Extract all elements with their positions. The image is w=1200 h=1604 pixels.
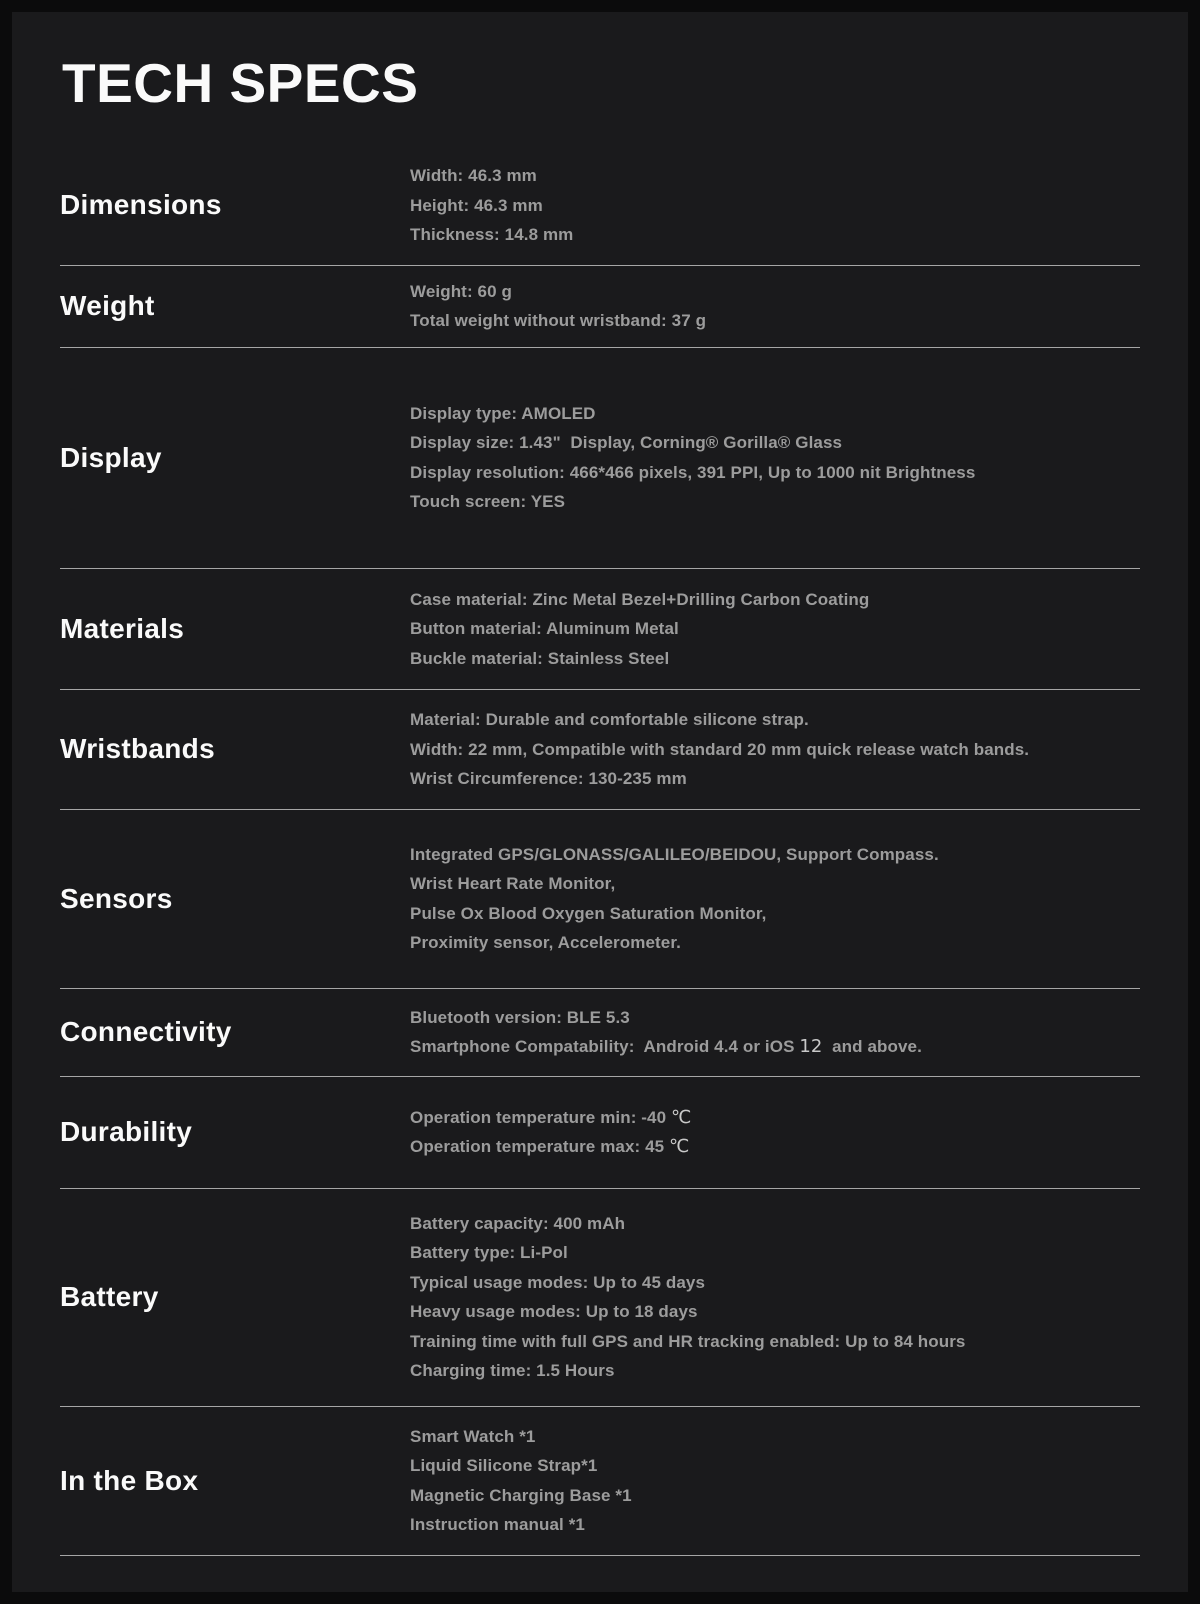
spec-section-row xyxy=(60,266,1140,348)
spec-line xyxy=(410,1132,1140,1162)
spec-section-row xyxy=(60,146,1140,266)
spec-line: Heavy usage modes: Up to 18 days xyxy=(410,1302,698,1321)
spec-section-row xyxy=(60,810,1140,989)
spec-section-label: Weight xyxy=(60,290,155,321)
spec-line: Wrist Circumference: 130-235 mm xyxy=(410,769,687,788)
spec-line: Width: 22 mm, Compatible with standard 20 mm quick release watch bands. xyxy=(410,739,1030,759)
spec-section-values xyxy=(410,399,1140,517)
spec-section-label: Dimensions xyxy=(60,189,222,221)
spec-line: Bluetooth version: BLE 5.3 xyxy=(410,1007,630,1027)
spec-line: Battery capacity: 400 mAh xyxy=(410,1213,626,1233)
spec-line-alt-text: ℃ xyxy=(671,1106,692,1128)
spec-line: Typical usage modes: Up to 45 days xyxy=(410,1272,706,1292)
spec-line: Display type: AMOLED xyxy=(410,403,596,423)
spec-section-row xyxy=(60,690,1140,810)
page-title: TECH SPECS xyxy=(62,52,419,114)
spec-line: Battery type: Li-Pol xyxy=(410,1243,568,1262)
spec-section-values xyxy=(410,161,1140,250)
spec-line xyxy=(410,1032,1140,1062)
spec-line: Charging time: 1.5 Hours xyxy=(410,1361,615,1380)
spec-section-values xyxy=(410,1103,1140,1162)
spec-section-label: Battery xyxy=(60,1281,159,1312)
spec-line: Total weight without wristband: 37 g xyxy=(410,311,707,330)
spec-line: Thickness: 14.8 mm xyxy=(410,225,574,244)
spec-section-values xyxy=(410,1209,1140,1386)
spec-line: Button material: Aluminum Metal xyxy=(410,619,679,638)
spec-section-values xyxy=(410,1422,1140,1540)
spec-section-label: Materials xyxy=(60,612,185,644)
spec-sections xyxy=(60,146,1140,1556)
spec-line: Training time with full GPS and HR tracking enabled: Up to 84 hours xyxy=(410,1331,966,1351)
spec-line: Weight: 60 g xyxy=(410,281,512,301)
spec-line-text: Operation temperature max: 45 xyxy=(410,1137,670,1156)
spec-section-label: Wristbands xyxy=(60,733,215,765)
spec-line: Wrist Heart Rate Monitor, xyxy=(410,874,616,893)
spec-line: Display resolution: 466*466 pixels, 391 PPI, Up to 1000 nit Brightness xyxy=(410,462,976,482)
spec-line: Integrated GPS/GLONASS/GALILEO/BEIDOU, Support Compass. xyxy=(410,844,939,864)
spec-section-row xyxy=(60,1407,1140,1556)
spec-line: Width: 46.3 mm xyxy=(410,166,537,185)
spec-line xyxy=(410,1103,1140,1133)
spec-section-values xyxy=(410,840,1140,958)
spec-section-label: Durability xyxy=(60,1116,193,1147)
spec-line: Instruction manual *1 xyxy=(410,1515,585,1534)
spec-section-row xyxy=(60,569,1140,691)
spec-line: Pulse Ox Blood Oxygen Saturation Monitor, xyxy=(410,903,767,923)
spec-section-row xyxy=(60,1189,1140,1407)
spec-line: Display size: 1.43" Display, Corning® Gorilla® Glass xyxy=(410,433,843,452)
spec-line: Touch screen: YES xyxy=(410,492,566,511)
spec-line: Case material: Zinc Metal Bezel+Drilling Carbon Coating xyxy=(410,589,870,609)
spec-section-label: Connectivity xyxy=(60,1016,232,1047)
spec-line: Buckle material: Stainless Steel xyxy=(410,648,670,668)
spec-section-label: In the Box xyxy=(60,1464,199,1496)
spec-line: Proximity sensor, Accelerometer. xyxy=(410,933,681,952)
spec-line: Liquid Silicone Strap*1 xyxy=(410,1456,598,1475)
spec-line-text: and above. xyxy=(822,1037,922,1056)
spec-section-row xyxy=(60,348,1140,569)
spec-sheet-content xyxy=(12,12,1188,1556)
spec-section-values xyxy=(410,277,1140,336)
spec-line: Smart Watch *1 xyxy=(410,1426,536,1446)
spec-line-alt-text: ℃ xyxy=(669,1136,690,1157)
spec-section-label: Display xyxy=(60,441,162,473)
spec-sheet-panel xyxy=(12,12,1188,1592)
spec-section-row xyxy=(60,989,1140,1077)
spec-line-text: Smartphone Compatability: Android 4.4 or iOS xyxy=(410,1037,800,1056)
spec-line: Magnetic Charging Base *1 xyxy=(410,1485,632,1505)
spec-line: Height: 46.3 mm xyxy=(410,195,543,215)
spec-section-label: Sensors xyxy=(60,882,173,914)
spec-line-text: Operation temperature min: -40 xyxy=(410,1107,671,1127)
spec-section-row xyxy=(60,1077,1140,1189)
spec-section-values xyxy=(410,1003,1140,1062)
spec-section-values xyxy=(410,585,1140,674)
spec-section-values xyxy=(410,705,1140,794)
spec-line: Material: Durable and comfortable silicone strap. xyxy=(410,710,809,729)
spec-line-alt-text: 12 xyxy=(799,1036,823,1057)
